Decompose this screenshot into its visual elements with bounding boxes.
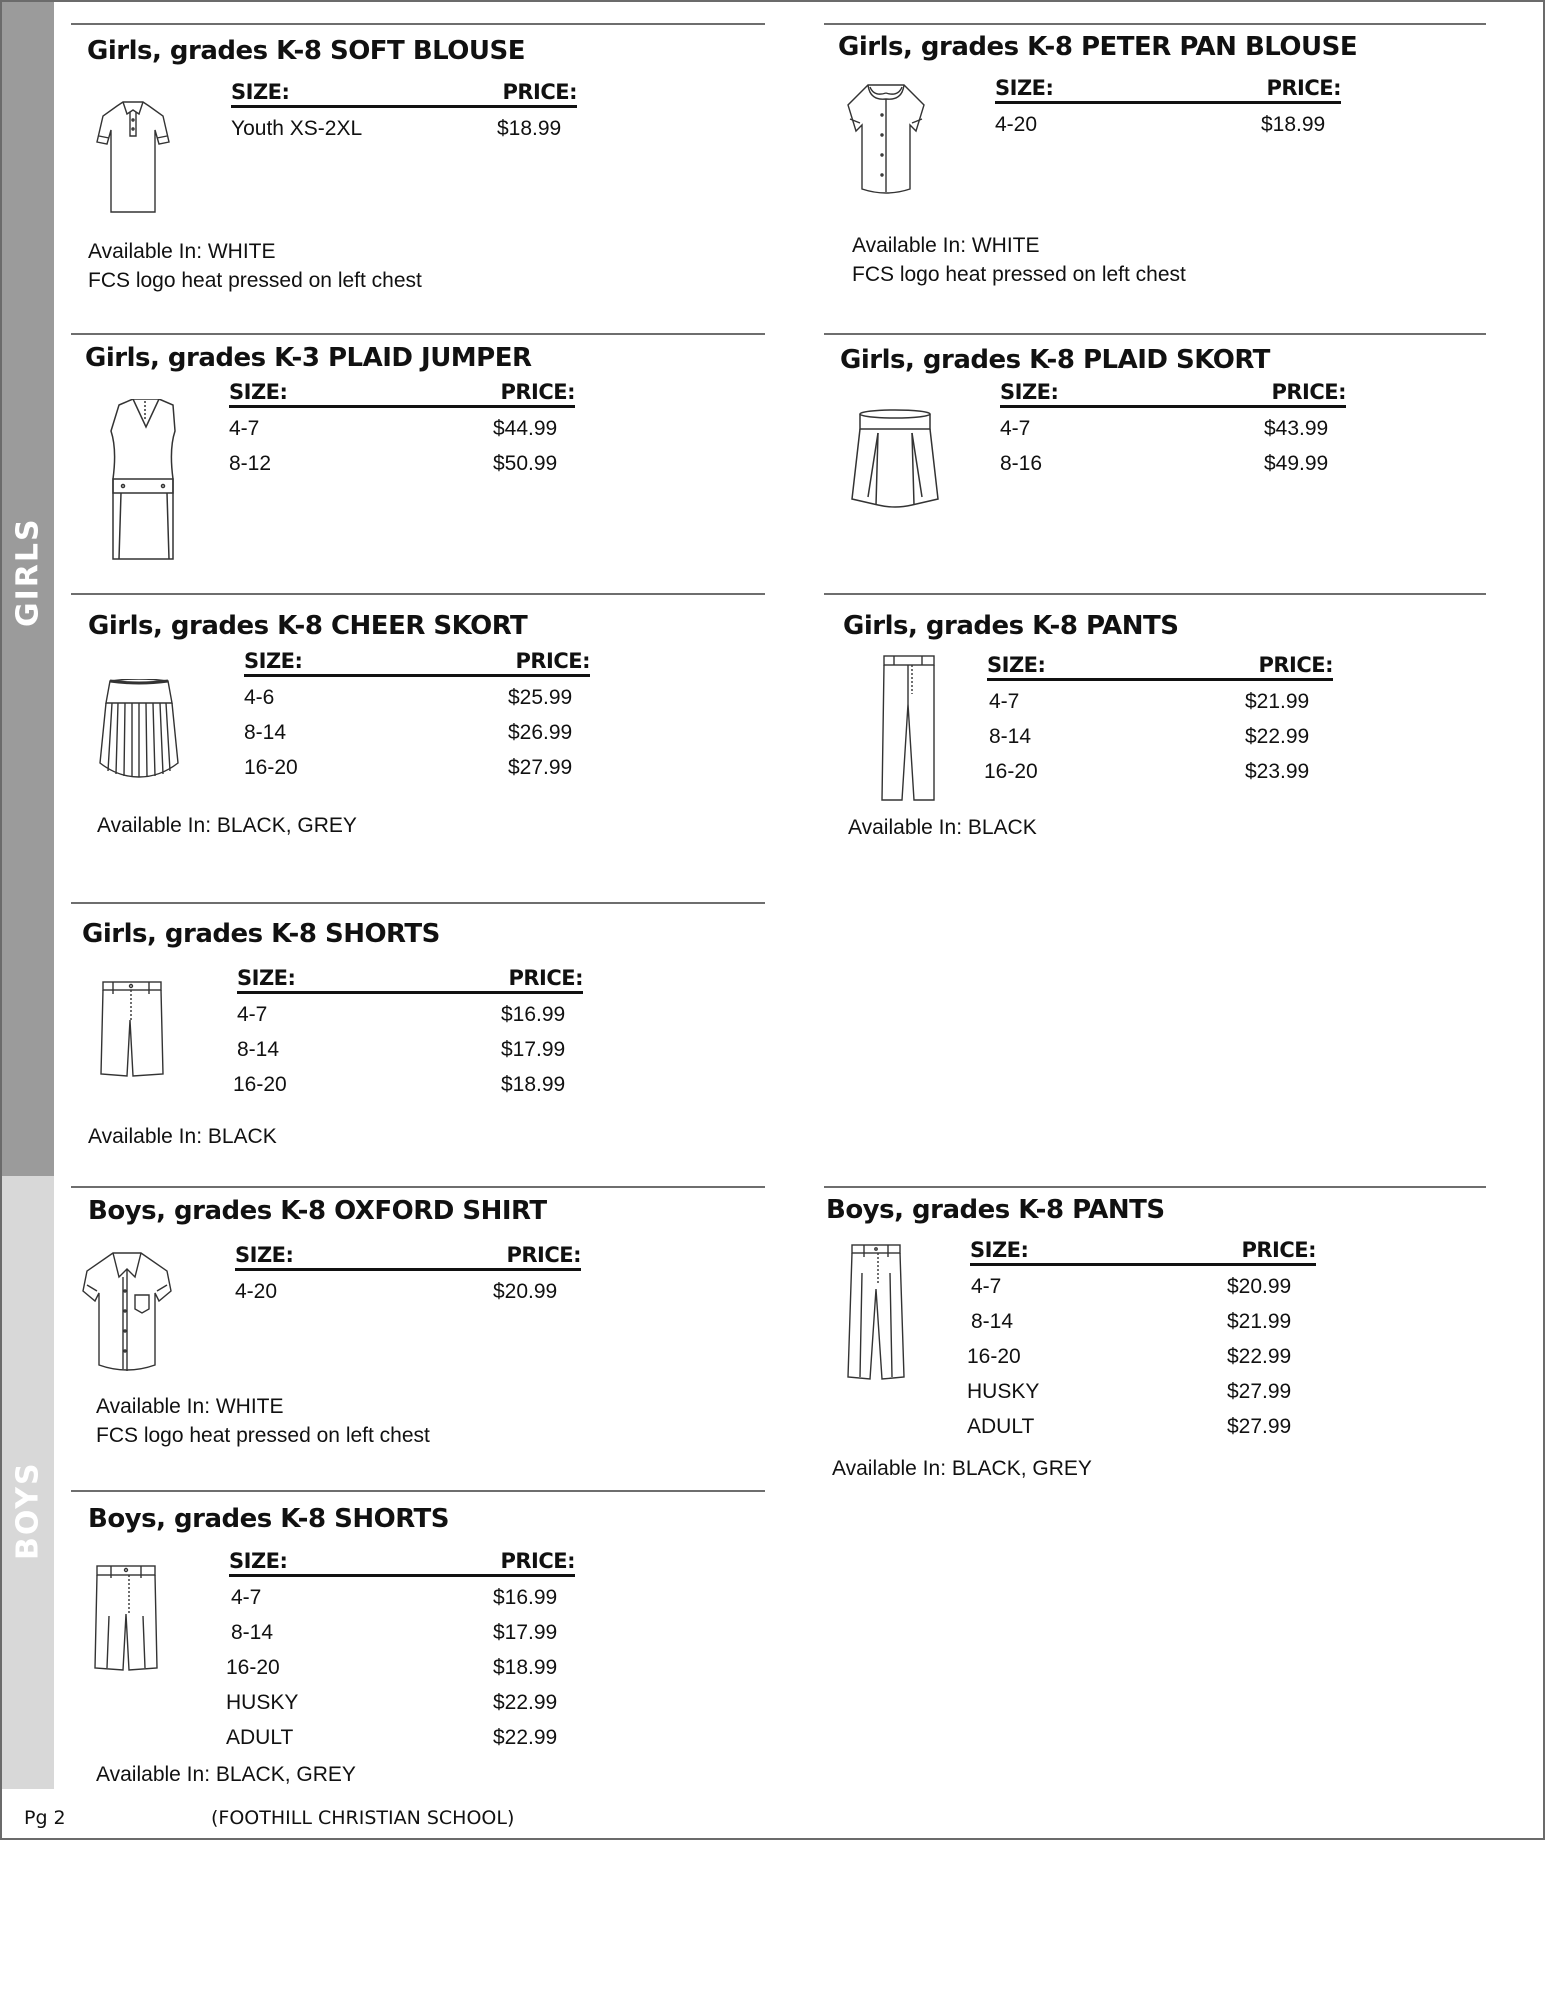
- section-divider: [824, 23, 1486, 25]
- table-row: 8-16 $49.99: [1000, 452, 1329, 475]
- table-row: 8-14 $26.99: [244, 721, 573, 744]
- table-row: 4-6 $25.99: [244, 686, 573, 709]
- product-plaid-jumper: [71, 333, 765, 593]
- price-header: PRICE:: [515, 649, 590, 673]
- section-divider: [71, 1186, 765, 1188]
- product-girls-shorts: [71, 902, 765, 1186]
- oxford-shirt-icon: [79, 1251, 175, 1375]
- size-price-table: [226, 1547, 575, 1752]
- table-row: ADULT $22.99: [226, 1726, 558, 1749]
- size-header: SIZE:: [235, 1243, 294, 1267]
- available-colors: Available In: WHITE: [852, 234, 1040, 257]
- girls-section-band: [2, 2, 54, 1176]
- price-header: PRICE:: [1271, 380, 1346, 404]
- size-price-table: [231, 78, 577, 143]
- table-row: 4-7 $44.99: [229, 417, 558, 440]
- table-row: 16-20 $18.99: [233, 1073, 566, 1096]
- size-price-table: [1000, 378, 1346, 478]
- school-name: (FOOTHILL CHRISTIAN SCHOOL): [211, 1807, 515, 1829]
- section-divider: [71, 593, 765, 595]
- price-header: PRICE:: [506, 1243, 581, 1267]
- price-header: PRICE:: [502, 80, 577, 104]
- section-divider: [824, 333, 1486, 335]
- product-title: Girls, grades K-8 PETER PAN BLOUSE: [838, 32, 1358, 62]
- size-header: SIZE:: [1000, 380, 1059, 404]
- size-header: SIZE:: [244, 649, 303, 673]
- product-title: Girls, grades K-8 SHORTS: [82, 919, 440, 949]
- available-colors: Available In: BLACK, GREY: [96, 1763, 356, 1786]
- table-row: 4-7 $16.99: [231, 1586, 558, 1609]
- cheer-skort-icon: [98, 679, 180, 779]
- product-title: Girls, grades K-3 PLAID JUMPER: [85, 343, 532, 373]
- size-header: SIZE:: [237, 966, 296, 990]
- table-row: Youth XS-2XL $18.99: [231, 117, 562, 140]
- product-notes: [848, 813, 1037, 842]
- price-header: PRICE:: [500, 1549, 575, 1573]
- peter-pan-blouse-icon: [840, 79, 932, 197]
- price-header: PRICE:: [1241, 1238, 1316, 1262]
- product-notes: [97, 811, 357, 840]
- available-colors: Available In: BLACK, GREY: [832, 1457, 1092, 1480]
- product-notes: [832, 1454, 1092, 1483]
- table-row: 4-7 $43.99: [1000, 417, 1329, 440]
- price-header: PRICE:: [508, 966, 583, 990]
- size-header: SIZE:: [231, 80, 290, 104]
- table-row: HUSKY $27.99: [967, 1380, 1292, 1403]
- section-divider: [71, 333, 765, 335]
- section-divider: [824, 1186, 1486, 1188]
- pleated-skort-icon: [850, 409, 940, 509]
- product-title: Boys, grades K-8 OXFORD SHIRT: [88, 1196, 547, 1226]
- size-price-table: [967, 1236, 1316, 1441]
- table-row: 16-20 $23.99: [984, 760, 1310, 783]
- logo-note: FCS logo heat pressed on left chest: [96, 1424, 430, 1447]
- price-header: PRICE:: [1266, 76, 1341, 100]
- product-title: Girls, grades K-8 SOFT BLOUSE: [87, 36, 525, 66]
- boys-section-band: [2, 1176, 54, 1789]
- product-cheer-skort: [71, 593, 765, 903]
- boys-band-label: BOYS: [10, 1461, 46, 1561]
- product-title: Girls, grades K-8 CHEER SKORT: [88, 611, 528, 641]
- table-row: 8-14 $21.99: [971, 1310, 1292, 1333]
- boys-pants-icon: [846, 1243, 906, 1381]
- size-header: SIZE:: [229, 1549, 288, 1573]
- price-header: PRICE:: [500, 380, 575, 404]
- product-boys-shorts: [71, 1490, 765, 1790]
- girls-shorts-icon: [99, 980, 165, 1080]
- section-divider: [71, 902, 765, 904]
- available-colors: Available In: WHITE: [88, 240, 276, 263]
- boys-shorts-icon: [93, 1564, 159, 1674]
- size-price-table: [229, 378, 575, 478]
- product-notes: [88, 1122, 277, 1151]
- table-row: 4-7 $16.99: [237, 1003, 566, 1026]
- logo-note: FCS logo heat pressed on left chest: [88, 269, 422, 292]
- product-notes: [88, 237, 422, 295]
- jumper-icon: [101, 399, 191, 561]
- table-row: 8-14 $17.99: [231, 1621, 558, 1644]
- table-row: 4-7 $20.99: [971, 1275, 1292, 1298]
- section-divider: [824, 593, 1486, 595]
- table-row: HUSKY $22.99: [226, 1691, 558, 1714]
- size-header: SIZE:: [970, 1238, 1029, 1262]
- product-oxford-shirt: [71, 1186, 765, 1490]
- available-colors: Available In: BLACK, GREY: [97, 814, 357, 837]
- table-row: 8-12 $50.99: [229, 452, 558, 475]
- product-girls-pants: [824, 593, 1486, 903]
- size-header: SIZE:: [229, 380, 288, 404]
- table-row: 4-20 $20.99: [235, 1280, 558, 1303]
- size-price-table: [995, 74, 1341, 139]
- size-price-table: [244, 647, 590, 782]
- table-row: 16-20 $27.99: [244, 756, 573, 779]
- price-header: PRICE:: [1258, 653, 1333, 677]
- table-row: 16-20 $22.99: [967, 1345, 1292, 1368]
- available-colors: Available In: BLACK: [848, 816, 1037, 839]
- logo-note: FCS logo heat pressed on left chest: [852, 263, 1186, 286]
- table-row: 8-14 $17.99: [237, 1038, 566, 1061]
- girls-pants-icon: [880, 654, 938, 802]
- size-price-table: [233, 964, 583, 1099]
- table-row: 8-14 $22.99: [989, 725, 1310, 748]
- product-soft-blouse: [71, 23, 765, 333]
- table-row: ADULT $27.99: [967, 1415, 1292, 1438]
- table-row: 4-20 $18.99: [995, 113, 1326, 136]
- polo-blouse-icon: [93, 98, 173, 216]
- available-colors: Available In: BLACK: [88, 1125, 277, 1148]
- size-price-table: [235, 1241, 581, 1306]
- page-number: Pg 2: [24, 1807, 66, 1829]
- product-notes: [96, 1392, 430, 1450]
- product-peter-pan-blouse: [824, 23, 1486, 333]
- available-colors: Available In: WHITE: [96, 1395, 284, 1418]
- table-row: 16-20 $18.99: [226, 1656, 558, 1679]
- size-price-table: [984, 651, 1333, 786]
- section-divider: [71, 1490, 765, 1492]
- table-row: 4-7 $21.99: [989, 690, 1310, 713]
- product-title: Boys, grades K-8 PANTS: [826, 1195, 1165, 1225]
- product-plaid-skort: [824, 333, 1486, 593]
- size-header: SIZE:: [987, 653, 1046, 677]
- product-title: Girls, grades K-8 PLAID SKORT: [840, 345, 1270, 375]
- size-header: SIZE:: [995, 76, 1054, 100]
- girls-band-label: GIRLS: [10, 517, 46, 627]
- product-boys-pants: [824, 1186, 1486, 1486]
- product-title: Boys, grades K-8 SHORTS: [88, 1504, 450, 1534]
- product-notes: [852, 231, 1186, 289]
- section-divider: [71, 23, 765, 25]
- product-title: Girls, grades K-8 PANTS: [843, 611, 1179, 641]
- product-notes: [96, 1760, 356, 1789]
